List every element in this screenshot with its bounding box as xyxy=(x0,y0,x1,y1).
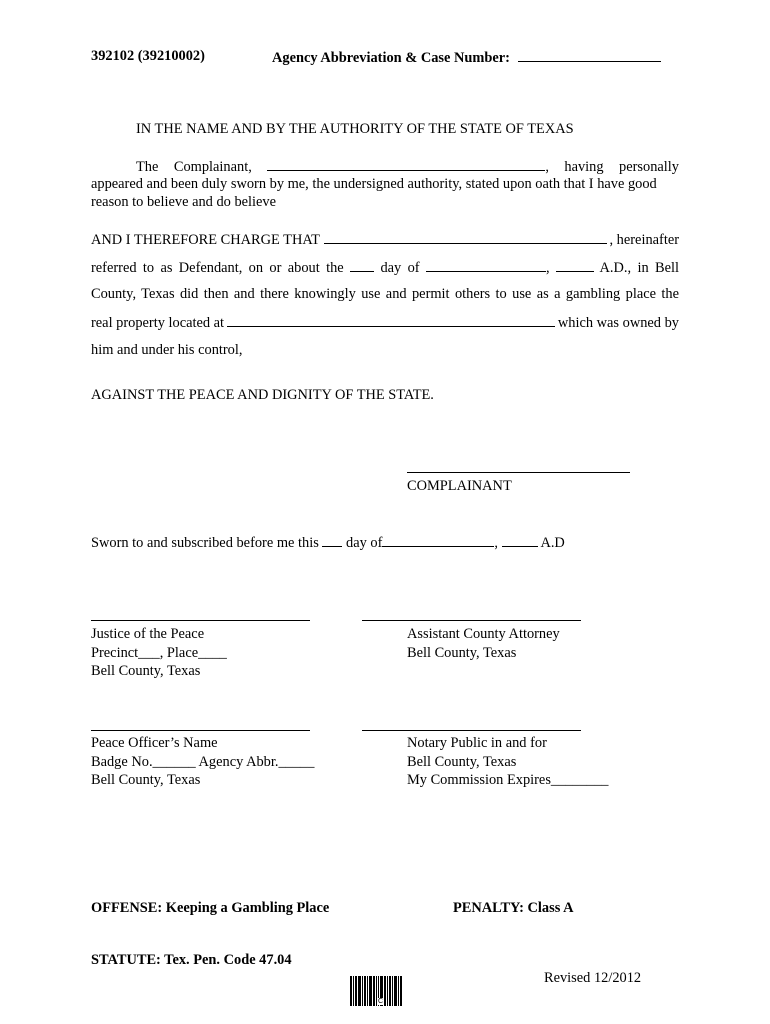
sworn-ad: A.D xyxy=(540,535,565,551)
jp-signature-line[interactable] xyxy=(91,620,310,621)
agency-case-text: Agency Abbreviation & Case Number: xyxy=(272,50,510,66)
officer-name: Peace Officer’s Name xyxy=(91,735,218,751)
sworn-day-of: day of xyxy=(346,535,383,551)
officer-county: Bell County, Texas xyxy=(91,772,201,788)
notary-title: Notary Public in and for xyxy=(407,735,547,751)
complainant-line xyxy=(91,157,679,176)
complainant-name-field[interactable] xyxy=(267,157,545,171)
agency-case-field[interactable] xyxy=(518,48,661,62)
charge-line3: County, Texas did then and there knowingly use and permit others to use as a gambling place the xyxy=(91,286,679,302)
defendant-name-field[interactable] xyxy=(324,230,608,244)
jp-title: Justice of the Peace xyxy=(91,626,205,642)
offense: OFFENSE: Keeping a Gambling Place xyxy=(91,900,330,916)
notary-expires: My Commission Expires________ xyxy=(407,772,609,788)
aca-signature-line[interactable] xyxy=(362,620,581,621)
offense-day-field[interactable] xyxy=(350,258,374,272)
charge-intro: AND I THEREFORE CHARGE THAT xyxy=(91,232,320,248)
charge-line4 xyxy=(91,313,679,332)
charge-line5: him and under his control, xyxy=(91,342,243,358)
sworn-day-field[interactable] xyxy=(322,533,342,547)
sworn-intro: Sworn to and subscribed before me this xyxy=(91,535,319,551)
complainant-intro: The Complainant, xyxy=(136,159,252,175)
complainant-end: , having personally xyxy=(545,159,679,175)
against-peace: AGAINST THE PEACE AND DIGNITY OF THE STATE. xyxy=(91,387,434,403)
notary-block xyxy=(407,734,608,790)
officer-badge: Badge No.______ Agency Abbr._____ xyxy=(91,753,315,770)
aca-title: Assistant County Attorney xyxy=(407,626,560,642)
agency-case-label xyxy=(272,48,661,67)
officer-signature-line[interactable] xyxy=(91,730,310,731)
barcode-char: C xyxy=(378,998,384,1005)
para1-line2: appeared and been duly sworn by me, the undersigned authority, stated upon oath that I have good xyxy=(91,176,657,192)
statute: STATUTE: Tex. Pen. Code 47.04 xyxy=(91,952,292,968)
notary-signature-line[interactable] xyxy=(362,730,581,731)
jp-county: Bell County, Texas xyxy=(91,663,201,679)
aca-county: Bell County, Texas xyxy=(407,644,517,661)
offense-month-field[interactable] xyxy=(426,258,546,272)
notary-county: Bell County, Texas xyxy=(407,753,517,770)
sworn-line xyxy=(91,533,565,552)
charge-comma: , xyxy=(545,260,550,276)
sworn-comma: , xyxy=(494,535,499,551)
charge-line1 xyxy=(91,230,679,249)
offense-year-field[interactable] xyxy=(556,258,594,272)
complainant-label: COMPLAINANT xyxy=(407,478,512,494)
charge-property: real property located at xyxy=(91,315,225,331)
officer-block xyxy=(91,734,314,790)
charge-ad-bell: A.D., in Bell xyxy=(599,260,680,276)
para1-line3: reason to believe and do believe xyxy=(91,194,277,210)
sworn-month-field[interactable] xyxy=(382,533,494,547)
complainant-signature-line[interactable] xyxy=(407,472,630,473)
form-id: 392102 (39210002) xyxy=(91,48,205,64)
aca-block xyxy=(407,625,560,662)
jp-precinct: Precinct___, Place____ xyxy=(91,644,227,661)
charge-hereinafter: , hereinafter xyxy=(609,232,679,248)
property-location-field[interactable] xyxy=(227,313,555,327)
charge-line2 xyxy=(91,258,679,277)
document-title: IN THE NAME AND BY THE AUTHORITY OF THE STATE OF TEXAS xyxy=(136,121,574,137)
jp-block xyxy=(91,625,227,681)
revised-date: Revised 12/2012 xyxy=(544,970,642,986)
charge-owned-by: which was owned by xyxy=(557,315,679,331)
sworn-year-field[interactable] xyxy=(502,533,538,547)
barcode-image xyxy=(350,976,410,1006)
penalty: PENALTY: Class A xyxy=(453,900,574,916)
charge-on-about: referred to as Defendant, on or about the xyxy=(91,260,344,276)
charge-day-of: day of xyxy=(380,260,420,276)
